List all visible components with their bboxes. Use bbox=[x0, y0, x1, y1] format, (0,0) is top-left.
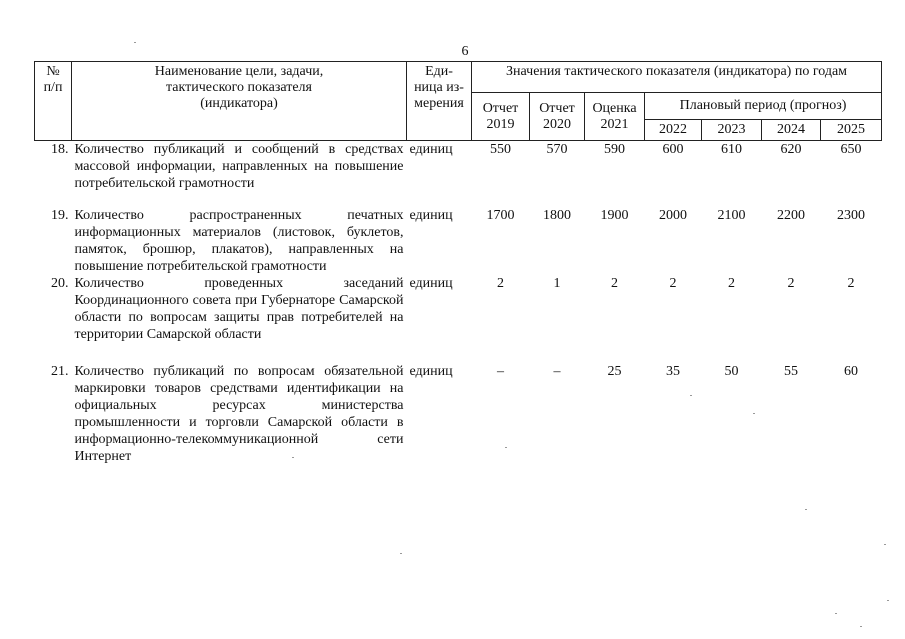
header-number: № п/п bbox=[35, 62, 72, 141]
scan-speck bbox=[805, 509, 807, 510]
value-2020: 1800 bbox=[543, 208, 571, 223]
scan-speck bbox=[887, 600, 889, 601]
value-2020: – bbox=[553, 364, 561, 379]
value-2024: 2200 bbox=[777, 208, 805, 223]
header-plan-year: 2023 bbox=[702, 120, 762, 141]
header-plan-year: 2022 bbox=[645, 120, 702, 141]
value-2021: 2 bbox=[611, 276, 618, 291]
row-unit: единиц bbox=[409, 142, 453, 157]
indicators-table bbox=[34, 61, 882, 465]
scan-speck bbox=[835, 613, 837, 614]
value-2019: 550 bbox=[490, 142, 511, 157]
page-number: 6 bbox=[461, 44, 469, 59]
scan-speck bbox=[860, 626, 862, 627]
row-name: Количество распространенных печатных информационных материалов (листовок, буклетов, памяток, брошюр, плакатов), направленных на повышение потребительской грамотности bbox=[74, 208, 404, 274]
value-2021: 590 bbox=[604, 142, 625, 157]
table-row bbox=[35, 363, 882, 465]
scan-speck bbox=[690, 395, 692, 396]
value-2019: 2 bbox=[497, 276, 504, 291]
value-2024: 2 bbox=[787, 276, 795, 291]
row-number: 19. bbox=[51, 208, 69, 223]
header-plan-year: 2024 bbox=[762, 120, 821, 141]
row-number: 20. bbox=[51, 276, 69, 291]
header-values-by-year: Значения тактического показателя (индикатора) по годам bbox=[472, 62, 882, 93]
scan-speck bbox=[884, 544, 886, 545]
row-unit: единиц bbox=[409, 364, 453, 379]
value-2020: 1 bbox=[553, 276, 561, 291]
value-2025: 2 bbox=[847, 276, 855, 291]
row-name: Количество публикаций и сообщений в средствах массовой информации, направленных на повышение потребительской грамотности bbox=[74, 142, 404, 191]
row-number: 18. bbox=[51, 142, 69, 157]
table-body bbox=[35, 141, 882, 466]
header-plan-period: Плановый период (прогноз) bbox=[645, 93, 882, 120]
value-2019: 1700 bbox=[486, 208, 515, 223]
value-2024: 55 bbox=[784, 364, 798, 379]
value-2023: 2 bbox=[728, 276, 735, 291]
table-row bbox=[35, 207, 882, 275]
value-2025: 60 bbox=[844, 364, 859, 379]
header-name: Наименование цели, задачи, тактического показателя (индикатора) bbox=[72, 62, 407, 141]
value-2023: 50 bbox=[724, 364, 739, 379]
value-2022: 600 bbox=[662, 142, 684, 157]
row-number: 21. bbox=[51, 364, 69, 379]
scan-speck bbox=[134, 42, 136, 43]
row-unit: единиц bbox=[409, 276, 453, 291]
scan-speck bbox=[292, 457, 294, 458]
scan-speck bbox=[505, 447, 507, 448]
scan-speck bbox=[400, 553, 402, 554]
table-row bbox=[35, 141, 882, 208]
header-unit: Еди- ница из- мерения bbox=[407, 62, 472, 141]
table-header bbox=[35, 62, 882, 141]
value-2023: 610 bbox=[721, 142, 742, 157]
value-2020: 570 bbox=[546, 142, 568, 157]
value-2025: 2300 bbox=[837, 208, 866, 223]
header-report-2020: Отчет 2020 bbox=[530, 93, 585, 141]
header-report-2019: Отчет 2019 bbox=[472, 93, 530, 141]
value-2021: 1900 bbox=[600, 208, 629, 223]
header-estimate-2021: Оценка 2021 bbox=[585, 93, 645, 141]
table-row bbox=[35, 275, 882, 363]
value-2021: 25 bbox=[607, 364, 622, 379]
row-unit: единиц bbox=[409, 208, 453, 223]
value-2022: 2000 bbox=[659, 208, 687, 223]
value-2025: 650 bbox=[840, 142, 862, 157]
scan-speck bbox=[753, 413, 755, 414]
value-2024: 620 bbox=[780, 142, 802, 157]
value-2022: 2 bbox=[669, 276, 677, 291]
row-name: Количество публикаций по вопросам обязательной маркировки товаров средствами идентификации на официальных ресурсах министерства промышленности и торговли Самарской области в информационно-телекоммуникационной сети Интернет bbox=[74, 364, 404, 464]
row-name: Количество проведенных заседаний Координационного совета при Губернаторе Самарской области по вопросам защиты прав потребителей на территории Самарской области bbox=[74, 276, 404, 342]
header-plan-year: 2025 bbox=[821, 120, 882, 141]
value-2022: 35 bbox=[666, 364, 680, 379]
value-2023: 2100 bbox=[717, 208, 746, 223]
value-2019: – bbox=[497, 364, 504, 379]
